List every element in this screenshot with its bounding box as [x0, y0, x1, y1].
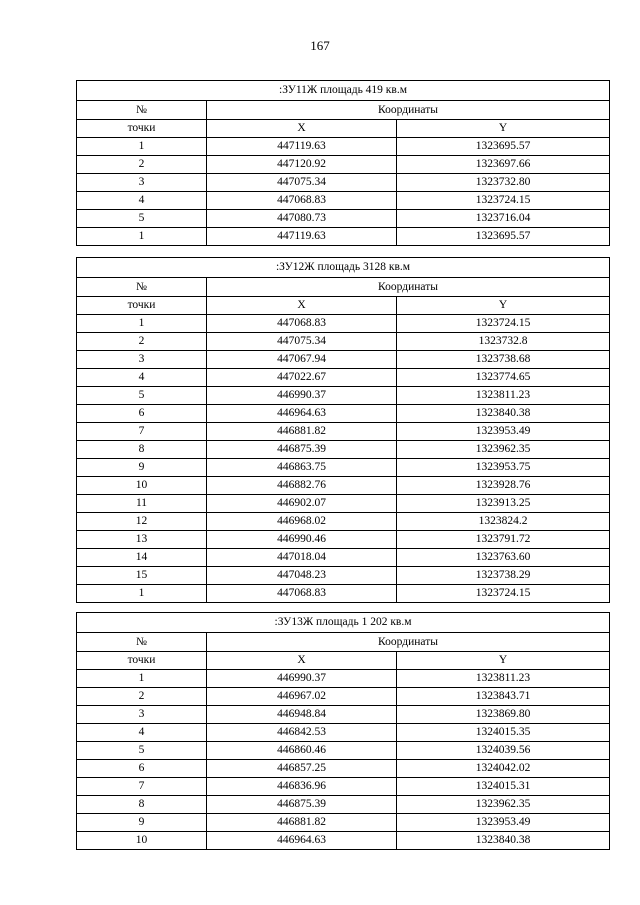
x-coordinate-cell: 447067.94 [207, 351, 397, 369]
x-coordinate-cell: 447018.04 [207, 549, 397, 567]
point-number-cell: 10 [77, 477, 207, 495]
table-row [77, 174, 610, 192]
table-row [77, 567, 610, 585]
y-coordinate-cell: 1323763.60 [397, 549, 610, 567]
table-row [77, 441, 610, 459]
table-row [77, 405, 610, 423]
point-number-cell: 1 [77, 315, 207, 333]
x-coordinate-cell: 446875.39 [207, 441, 397, 459]
table-title: :ЗУ11Ж площадь 419 кв.м [77, 81, 610, 101]
x-coordinate-cell: 446875.39 [207, 796, 397, 814]
table-row [77, 549, 610, 567]
table-title: :ЗУ12Ж площадь 3128 кв.м [77, 258, 610, 278]
header-point-number: № [77, 101, 207, 120]
table-row [77, 228, 610, 246]
x-coordinate-cell: 446990.37 [207, 670, 397, 688]
y-coordinate-cell: 1323738.29 [397, 567, 610, 585]
table-row [77, 477, 610, 495]
table-row [77, 760, 610, 778]
table-title-row [77, 613, 610, 633]
point-number-cell: 3 [77, 706, 207, 724]
table-row [77, 315, 610, 333]
x-coordinate-cell: 447119.63 [207, 228, 397, 246]
y-coordinate-cell: 1323962.35 [397, 441, 610, 459]
table-row [77, 832, 610, 850]
point-number-cell: 4 [77, 369, 207, 387]
table-title-row [77, 258, 610, 278]
point-number-cell: 4 [77, 192, 207, 210]
table-title: :ЗУ13Ж площадь 1 202 кв.м [77, 613, 610, 633]
table-row [77, 688, 610, 706]
point-number-cell: 7 [77, 778, 207, 796]
x-coordinate-cell: 447048.23 [207, 567, 397, 585]
header-coordinates: Координаты [207, 101, 610, 120]
point-number-cell: 2 [77, 688, 207, 706]
point-number-cell: 5 [77, 742, 207, 760]
table-row [77, 369, 610, 387]
y-coordinate-cell: 1324039.56 [397, 742, 610, 760]
y-coordinate-cell: 1323869.80 [397, 706, 610, 724]
x-coordinate-cell: 447068.83 [207, 315, 397, 333]
x-coordinate-cell: 446964.63 [207, 832, 397, 850]
table-row [77, 585, 610, 603]
page-number: 167 [310, 38, 330, 53]
y-coordinate-cell: 1323953.49 [397, 814, 610, 832]
point-number-cell: 6 [77, 405, 207, 423]
header-row [77, 120, 610, 138]
coordinates-table-zu13 [76, 612, 610, 850]
x-coordinate-cell: 446863.75 [207, 459, 397, 477]
x-coordinate-cell: 447119.63 [207, 138, 397, 156]
y-coordinate-cell: 1323695.57 [397, 228, 610, 246]
point-number-cell: 5 [77, 387, 207, 405]
point-number-cell: 10 [77, 832, 207, 850]
table-row [77, 351, 610, 369]
point-number-cell: 13 [77, 531, 207, 549]
point-number-cell: 11 [77, 495, 207, 513]
y-coordinate-cell: 1323840.38 [397, 405, 610, 423]
header-row [77, 652, 610, 670]
y-coordinate-cell: 1323774.65 [397, 369, 610, 387]
x-coordinate-cell: 447075.34 [207, 333, 397, 351]
x-coordinate-cell: 447075.34 [207, 174, 397, 192]
header-point-label: точки [77, 652, 207, 670]
point-number-cell: 9 [77, 814, 207, 832]
y-coordinate-cell: 1323811.23 [397, 670, 610, 688]
x-coordinate-cell: 447068.83 [207, 585, 397, 603]
header-y: Y [397, 297, 610, 315]
x-coordinate-cell: 446948.84 [207, 706, 397, 724]
y-coordinate-cell: 1324042.02 [397, 760, 610, 778]
point-number-cell: 1 [77, 228, 207, 246]
coordinates-table-zu12 [76, 257, 610, 603]
y-coordinate-cell: 1323843.71 [397, 688, 610, 706]
header-coordinates: Координаты [207, 633, 610, 652]
header-point-number: № [77, 633, 207, 652]
point-number-cell: 9 [77, 459, 207, 477]
table-row [77, 531, 610, 549]
table-row [77, 156, 610, 174]
x-coordinate-cell: 447120.92 [207, 156, 397, 174]
table-row [77, 796, 610, 814]
y-coordinate-cell: 1323840.38 [397, 832, 610, 850]
header-row [77, 278, 610, 297]
point-number-cell: 1 [77, 138, 207, 156]
table-row [77, 423, 610, 441]
y-coordinate-cell: 1323953.75 [397, 459, 610, 477]
header-point-label: точки [77, 120, 207, 138]
table-row [77, 513, 610, 531]
point-number-cell: 1 [77, 670, 207, 688]
x-coordinate-cell: 446881.82 [207, 423, 397, 441]
y-coordinate-cell: 1324015.31 [397, 778, 610, 796]
header-row [77, 297, 610, 315]
x-coordinate-cell: 446964.63 [207, 405, 397, 423]
x-coordinate-cell: 447022.67 [207, 369, 397, 387]
table-row [77, 210, 610, 228]
y-coordinate-cell: 1324015.35 [397, 724, 610, 742]
x-coordinate-cell: 446860.46 [207, 742, 397, 760]
table-row [77, 814, 610, 832]
y-coordinate-cell: 1323962.35 [397, 796, 610, 814]
header-point-label: точки [77, 297, 207, 315]
y-coordinate-cell: 1323732.80 [397, 174, 610, 192]
header-coordinates: Координаты [207, 278, 610, 297]
point-number-cell: 12 [77, 513, 207, 531]
y-coordinate-cell: 1323695.57 [397, 138, 610, 156]
point-number-cell: 2 [77, 156, 207, 174]
point-number-cell: 15 [77, 567, 207, 585]
x-coordinate-cell: 446990.46 [207, 531, 397, 549]
header-y: Y [397, 120, 610, 138]
y-coordinate-cell: 1323928.76 [397, 477, 610, 495]
y-coordinate-cell: 1323724.15 [397, 585, 610, 603]
table-row [77, 138, 610, 156]
point-number-cell: 8 [77, 796, 207, 814]
coordinates-table-zu11 [76, 80, 610, 246]
table-row [77, 495, 610, 513]
header-y: Y [397, 652, 610, 670]
y-coordinate-cell: 1323697.66 [397, 156, 610, 174]
point-number-cell: 3 [77, 351, 207, 369]
x-coordinate-cell: 447080.73 [207, 210, 397, 228]
y-coordinate-cell: 1323738.68 [397, 351, 610, 369]
y-coordinate-cell: 1323791.72 [397, 531, 610, 549]
point-number-cell: 2 [77, 333, 207, 351]
x-coordinate-cell: 446990.37 [207, 387, 397, 405]
point-number-cell: 7 [77, 423, 207, 441]
table-row [77, 192, 610, 210]
x-coordinate-cell: 446881.82 [207, 814, 397, 832]
table-row [77, 706, 610, 724]
x-coordinate-cell: 446882.76 [207, 477, 397, 495]
y-coordinate-cell: 1323953.49 [397, 423, 610, 441]
table-row [77, 333, 610, 351]
point-number-cell: 6 [77, 760, 207, 778]
header-x: X [207, 120, 397, 138]
header-x: X [207, 297, 397, 315]
header-x: X [207, 652, 397, 670]
x-coordinate-cell: 446902.07 [207, 495, 397, 513]
y-coordinate-cell: 1323724.15 [397, 315, 610, 333]
y-coordinate-cell: 1323716.04 [397, 210, 610, 228]
table-row [77, 670, 610, 688]
x-coordinate-cell: 446842.53 [207, 724, 397, 742]
point-number-cell: 14 [77, 549, 207, 567]
x-coordinate-cell: 447068.83 [207, 192, 397, 210]
x-coordinate-cell: 446857.25 [207, 760, 397, 778]
point-number-cell: 4 [77, 724, 207, 742]
header-row [77, 633, 610, 652]
header-point-number: № [77, 278, 207, 297]
table-row [77, 459, 610, 477]
y-coordinate-cell: 1323913.25 [397, 495, 610, 513]
y-coordinate-cell: 1323811.23 [397, 387, 610, 405]
table-row [77, 724, 610, 742]
x-coordinate-cell: 446968.02 [207, 513, 397, 531]
y-coordinate-cell: 1323732.8 [397, 333, 610, 351]
table-title-row [77, 81, 610, 101]
point-number-cell: 1 [77, 585, 207, 603]
table-row [77, 387, 610, 405]
point-number-cell: 5 [77, 210, 207, 228]
y-coordinate-cell: 1323824.2 [397, 513, 610, 531]
point-number-cell: 8 [77, 441, 207, 459]
y-coordinate-cell: 1323724.15 [397, 192, 610, 210]
header-row [77, 101, 610, 120]
point-number-cell: 3 [77, 174, 207, 192]
x-coordinate-cell: 446836.96 [207, 778, 397, 796]
table-row [77, 742, 610, 760]
x-coordinate-cell: 446967.02 [207, 688, 397, 706]
table-row [77, 778, 610, 796]
